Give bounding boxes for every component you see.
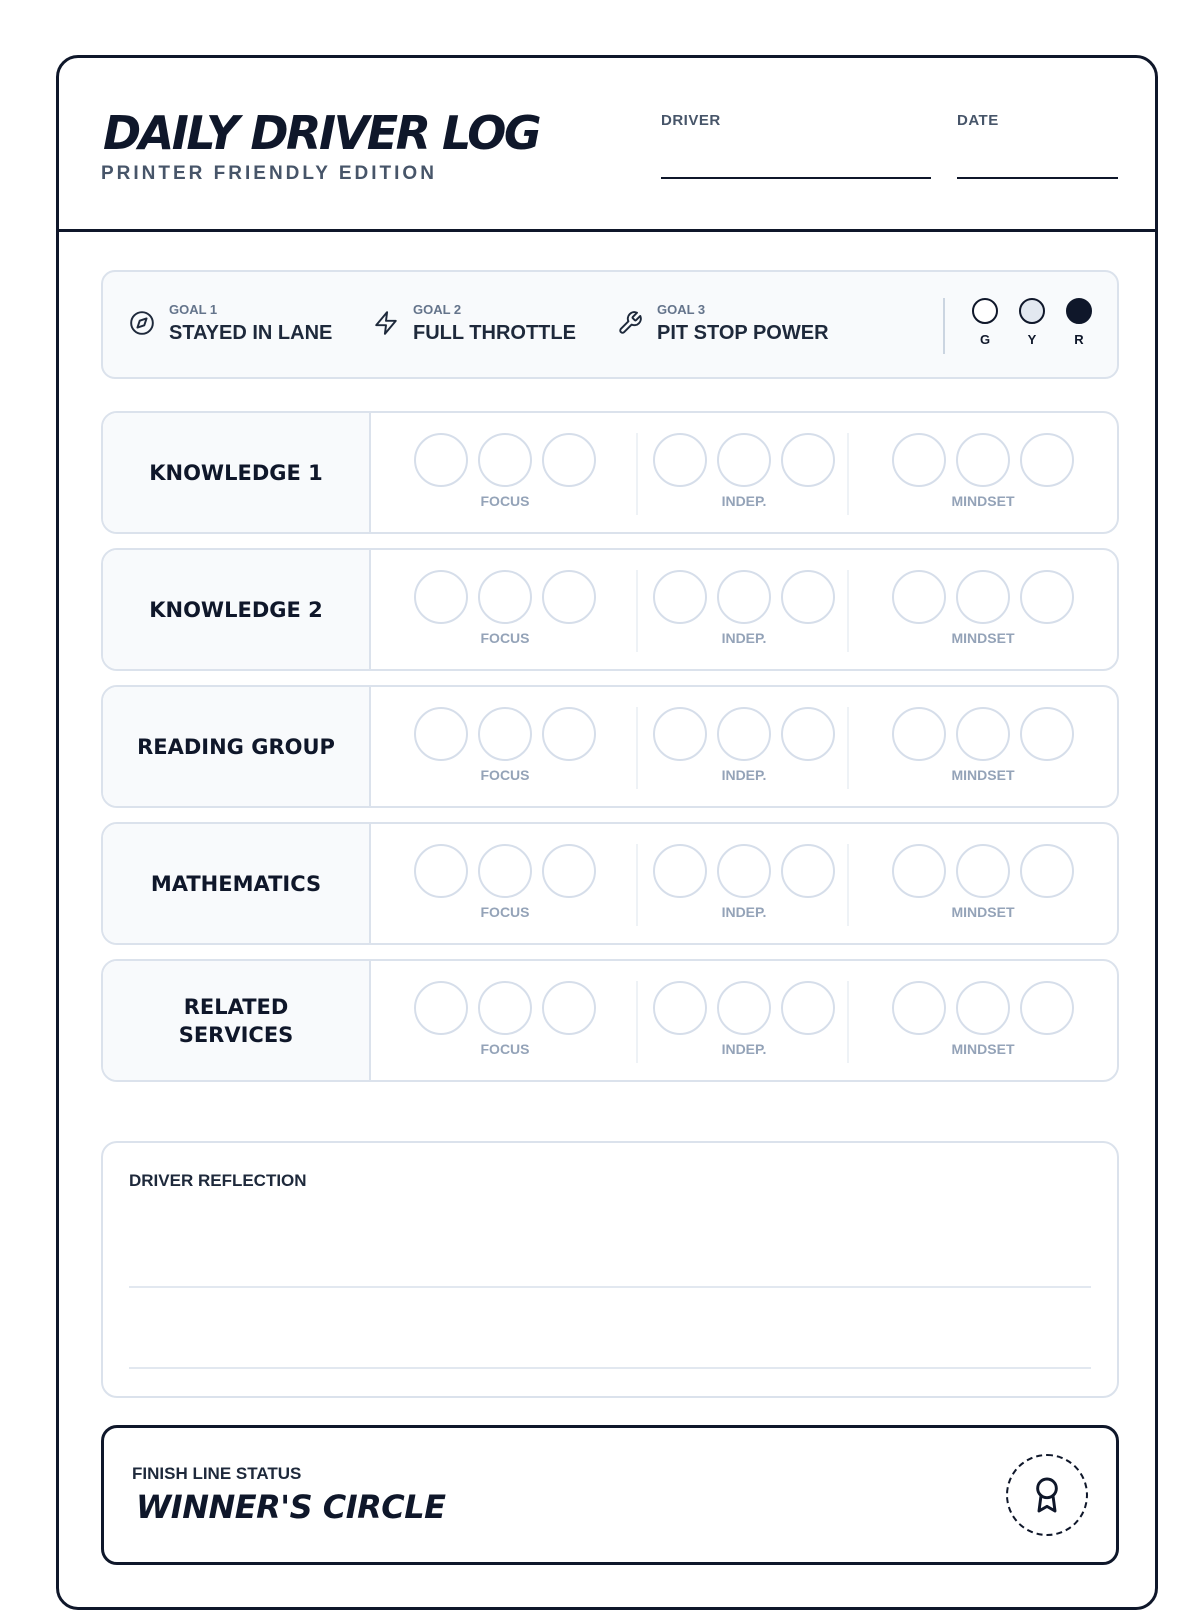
group-divider: [636, 433, 638, 515]
rating-circle[interactable]: [781, 981, 835, 1035]
rating-circle[interactable]: [478, 981, 532, 1035]
rating-circle[interactable]: [956, 433, 1010, 487]
rating-circle[interactable]: [414, 433, 468, 487]
goal-2-label: FULL THROTTLE: [413, 322, 576, 344]
mindset-rating: [892, 707, 1074, 787]
reflection-label: DRIVER REFLECTION: [129, 1171, 307, 1190]
rating-circle[interactable]: [1020, 570, 1074, 624]
mindset-rating: [892, 981, 1074, 1061]
independence-rating: [653, 570, 835, 650]
rating-circle[interactable]: [717, 570, 771, 624]
light-green[interactable]: [970, 298, 1000, 347]
light-yellow-label: Y: [1027, 332, 1037, 347]
light-red-label: R: [1074, 332, 1084, 347]
rating-circle[interactable]: [653, 844, 707, 898]
rating-circle[interactable]: [1020, 844, 1074, 898]
light-green-dot[interactable]: [972, 298, 998, 324]
subject-row-knowledge-2: [101, 548, 1119, 671]
rating-circle[interactable]: [1020, 707, 1074, 761]
mindset-label: MINDSET: [951, 630, 1015, 646]
page-subtitle: PRINTER FRIENDLY EDITION: [101, 163, 437, 184]
light-yellow-dot[interactable]: [1019, 298, 1045, 324]
reflection-line[interactable]: [129, 1286, 1091, 1288]
award-badge: [1006, 1454, 1088, 1536]
rating-circle[interactable]: [478, 433, 532, 487]
light-green-label: G: [979, 332, 991, 347]
focus-rating: [414, 844, 596, 924]
mindset-label: MINDSET: [951, 1041, 1015, 1057]
goals-panel: [101, 270, 1119, 379]
focus-rating: [414, 707, 596, 787]
subject-row-reading-group: [101, 685, 1119, 808]
group-divider: [636, 844, 638, 926]
light-red-dot[interactable]: [1066, 298, 1092, 324]
finish-line-status: WINNER'S CIRCLE: [136, 1488, 446, 1526]
group-divider: [847, 570, 849, 652]
mindset-rating: [892, 844, 1074, 924]
goal-3-number: GOAL 3: [657, 302, 706, 317]
wrench-icon: [617, 310, 643, 336]
driver-reflection-box[interactable]: [101, 1141, 1119, 1398]
rating-circle[interactable]: [653, 707, 707, 761]
rating-circle[interactable]: [653, 570, 707, 624]
subject-name: KNOWLEDGE 2: [103, 550, 371, 669]
mindset-label: MINDSET: [951, 493, 1015, 509]
mindset-rating: [892, 570, 1074, 650]
goal-2-number: GOAL 2: [413, 302, 462, 317]
light-red[interactable]: [1064, 298, 1094, 347]
group-divider: [847, 707, 849, 789]
rating-circle[interactable]: [892, 844, 946, 898]
rating-circle[interactable]: [542, 570, 596, 624]
goal-3-label: PIT STOP POWER: [657, 322, 829, 344]
group-divider: [636, 570, 638, 652]
rating-circle[interactable]: [478, 707, 532, 761]
rating-circle[interactable]: [781, 707, 835, 761]
finish-line-label: FINISH LINE STATUS: [132, 1464, 302, 1483]
subject-name: KNOWLEDGE 1: [103, 413, 371, 532]
rating-circle[interactable]: [1020, 433, 1074, 487]
rating-circle[interactable]: [414, 981, 468, 1035]
mindset-label: MINDSET: [951, 904, 1015, 920]
date-field[interactable]: [957, 177, 1118, 179]
goals-divider: [943, 298, 945, 354]
subject-row-knowledge-1: [101, 411, 1119, 534]
finish-line-panel: [101, 1425, 1119, 1565]
subject-row-mathematics: [101, 822, 1119, 945]
driver-log-sheet: [56, 55, 1158, 1610]
compass-icon: [129, 310, 155, 336]
independence-rating: [653, 981, 835, 1061]
rating-circle[interactable]: [956, 570, 1010, 624]
rating-circle[interactable]: [892, 570, 946, 624]
rating-circle[interactable]: [653, 433, 707, 487]
focus-rating: [414, 981, 596, 1061]
independence-rating: [653, 707, 835, 787]
rating-circle[interactable]: [414, 707, 468, 761]
driver-field[interactable]: [661, 177, 931, 179]
independence-label: INDEP.: [721, 1041, 767, 1057]
rating-circle[interactable]: [542, 707, 596, 761]
focus-rating: [414, 433, 596, 513]
rating-circle[interactable]: [781, 570, 835, 624]
group-divider: [847, 433, 849, 515]
rating-circle[interactable]: [717, 844, 771, 898]
focus-label: FOCUS: [480, 767, 530, 783]
independence-rating: [653, 433, 835, 513]
rating-circle[interactable]: [542, 433, 596, 487]
subject-name: MATHEMATICS: [103, 824, 371, 943]
page-title: DAILY DRIVER LOG: [103, 106, 540, 160]
rating-circle[interactable]: [478, 570, 532, 624]
rating-circle[interactable]: [414, 570, 468, 624]
mindset-rating: [892, 433, 1074, 513]
rating-circle[interactable]: [781, 433, 835, 487]
header: [59, 58, 1155, 232]
rating-circle[interactable]: [956, 981, 1010, 1035]
independence-label: INDEP.: [721, 767, 767, 783]
rating-circle[interactable]: [717, 981, 771, 1035]
rating-circle[interactable]: [781, 844, 835, 898]
lightning-icon: [373, 310, 399, 336]
rating-circle[interactable]: [542, 844, 596, 898]
subject-row-related-services: [101, 959, 1119, 1082]
rating-circle[interactable]: [956, 844, 1010, 898]
mindset-label: MINDSET: [951, 767, 1015, 783]
focus-label: FOCUS: [480, 493, 530, 509]
subject-name: RELATED SERVICES: [103, 961, 371, 1080]
rating-circle[interactable]: [717, 433, 771, 487]
rating-circle[interactable]: [653, 981, 707, 1035]
focus-label: FOCUS: [480, 630, 530, 646]
group-divider: [636, 981, 638, 1063]
rating-circle[interactable]: [956, 707, 1010, 761]
group-divider: [847, 981, 849, 1063]
rating-circle[interactable]: [892, 433, 946, 487]
rating-circle[interactable]: [542, 981, 596, 1035]
independence-label: INDEP.: [721, 493, 767, 509]
rating-circle[interactable]: [892, 707, 946, 761]
independence-label: INDEP.: [721, 630, 767, 646]
group-divider: [847, 844, 849, 926]
goal-1-label: STAYED IN LANE: [169, 322, 333, 344]
independence-rating: [653, 844, 835, 924]
reflection-line[interactable]: [129, 1367, 1091, 1369]
award-ribbon-icon: [1031, 1476, 1063, 1514]
rating-circle[interactable]: [414, 844, 468, 898]
goal-1-number: GOAL 1: [169, 302, 218, 317]
group-divider: [636, 707, 638, 789]
focus-label: FOCUS: [480, 1041, 530, 1057]
date-label: DATE: [957, 112, 999, 129]
driver-label: DRIVER: [661, 112, 721, 129]
rating-circle[interactable]: [1020, 981, 1074, 1035]
light-yellow[interactable]: [1017, 298, 1047, 347]
rating-circle[interactable]: [717, 707, 771, 761]
focus-label: FOCUS: [480, 904, 530, 920]
subject-name: READING GROUP: [103, 687, 371, 806]
focus-rating: [414, 570, 596, 650]
rating-circle[interactable]: [478, 844, 532, 898]
rating-circle[interactable]: [892, 981, 946, 1035]
independence-label: INDEP.: [721, 904, 767, 920]
